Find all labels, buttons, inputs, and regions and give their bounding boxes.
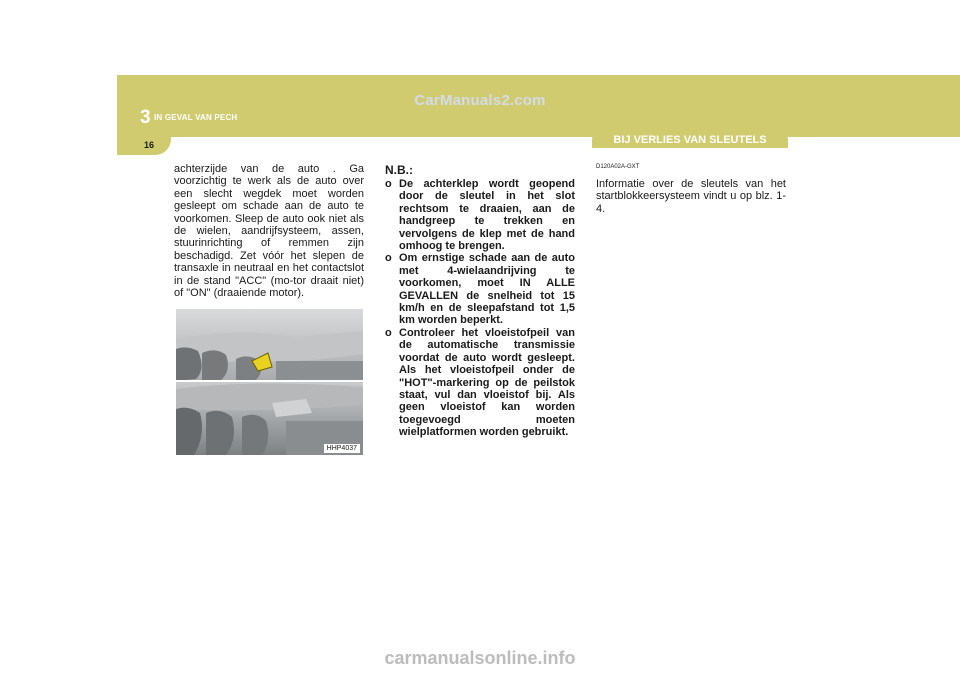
note-text: Controleer het vloeistofpeil van de automatische transmissie voordat de auto wordt gesleept. Als het vloeistofpeil onder de "HOT"-markering op de peilstok staat, vul dan vloeistof bij. Als geen vloeistof kan worden toegevoegd moeten wielplatformen worden gebruikt.	[399, 326, 575, 439]
note-title: N.B.:	[385, 163, 413, 177]
chapter-title: IN GEVAL VAN PECH	[154, 113, 238, 122]
reference-code: D120A02A-GXT	[596, 164, 640, 170]
chapter-number: 3	[140, 107, 151, 128]
note-item	[385, 178, 575, 252]
section-title: BIJ VERLIES VAN SLEUTELS	[592, 128, 788, 148]
towing-paragraph: achterzijde van de auto . Ga voorzichtig te werk als de auto over een slecht wegdek moet worden gesleept om schade aan de auto te voorkomen. Sleep de auto ook niet als de wielen, aandrijfsysteem, assen, stuurinrichting of remmen zijn beschadigd. Zet vóór het slepen de transaxle in neutraal en het contactslot in de stand "ACC" (mo-tor draait niet) of "ON" (draaiende motor).	[174, 163, 364, 300]
watermark-top-link[interactable]: CarManuals2.com	[414, 92, 546, 109]
note-text: Om ernstige schade aan de auto met 4-wielaandrijving te voorkomen, moet IN ALLE GEVALLEN de snelheid tot 15 km/h en de sleepafstand tot 1,5 km worden beperkt.	[399, 252, 575, 327]
note-bullet: o	[385, 326, 392, 339]
note-bullet: o	[385, 178, 392, 190]
watermark-bottom-link[interactable]: carmanualsonline.info	[384, 648, 576, 668]
photo-code: HHP4037	[324, 444, 360, 453]
note-item	[385, 327, 575, 439]
note-bullet: o	[385, 252, 392, 265]
page-number: 16	[144, 140, 155, 150]
key-info-paragraph: Informatie over de sleutels van het startblokkeersysteem vindt u op blz. 1-4.	[596, 178, 786, 215]
note-text: De achterklep wordt geopend door de sleutel in het slot rechtsom te draaien, aan de handgreep te trekken en vervolgens de klep met de hand omhoog te brengen.	[399, 178, 575, 253]
towing-hook-photo	[176, 309, 363, 455]
note-item	[385, 252, 575, 326]
towing-hook-illustration	[176, 309, 363, 455]
note-list	[385, 178, 575, 439]
